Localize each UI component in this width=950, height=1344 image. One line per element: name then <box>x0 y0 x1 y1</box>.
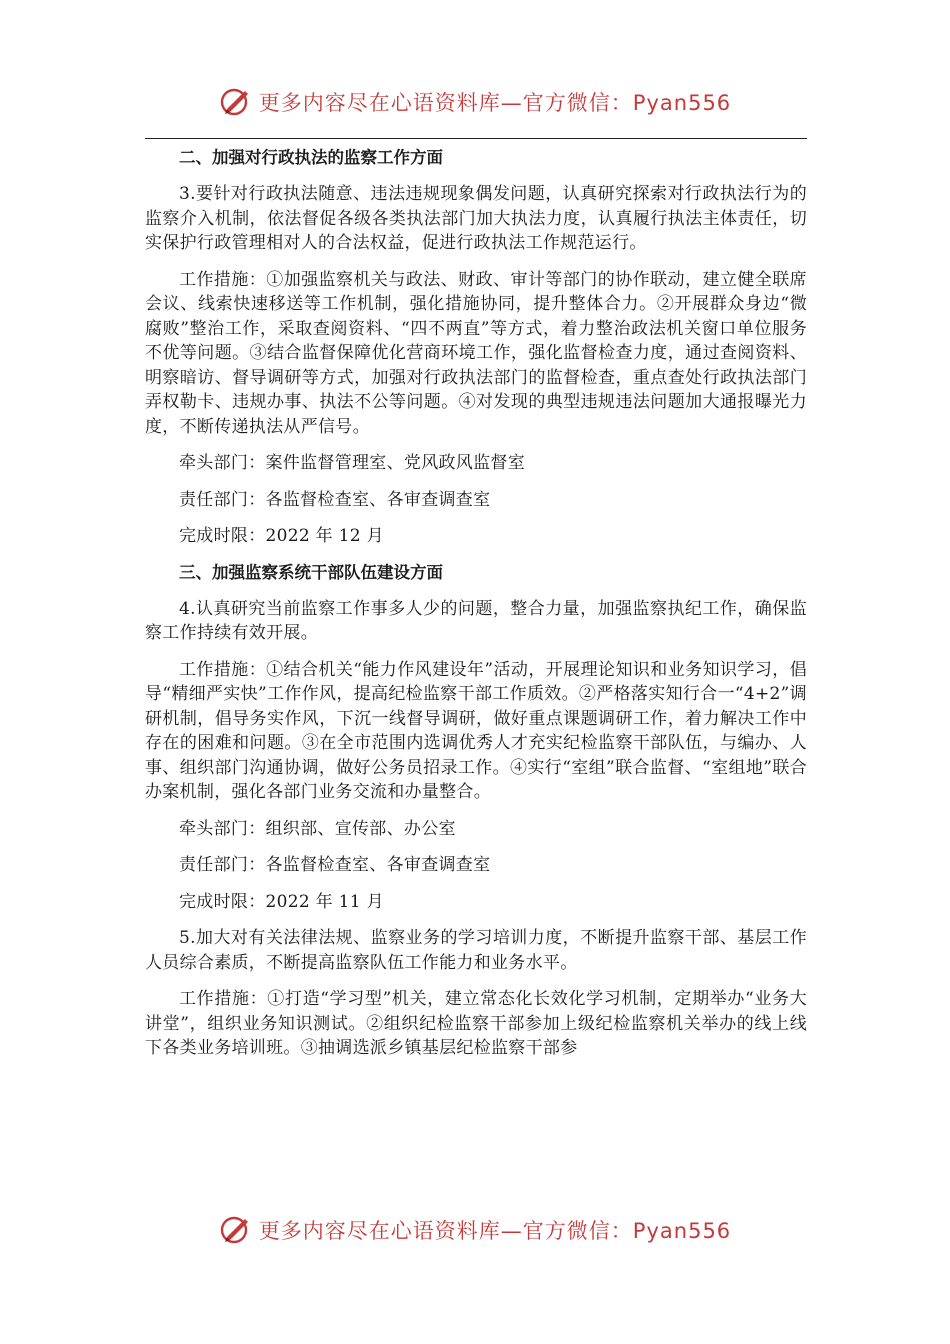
deadline: 完成时限：2022 年 11 月 <box>179 891 384 912</box>
section-heading: 三、加强监察系统干部队伍建设方面 <box>179 562 443 582</box>
pen-logo-icon <box>219 1213 253 1247</box>
section-heading: 二、加强对行政执法的监察工作方面 <box>179 148 443 167</box>
footer-banner-text: 更多内容尽在心语资料库—官方微信：Pyan556 <box>258 1219 732 1243</box>
footer-banner <box>0 1210 950 1250</box>
lead-department: 牵头部门：案件监督管理室、党风政风监督室 <box>179 453 525 473</box>
pen-logo-icon <box>219 85 253 119</box>
document-body <box>145 146 807 1073</box>
measures-paragraph: 工作措施：①结合机关“能力作风建设年”活动，开展理论知识和业务知识学习，倡导“精细严实快”工作作风，提高纪检监察干部工作质效。②严格落实知行合一“4+2”调研机制，倡导务实作风，下沉一线督导调研，做好重点课题调研工作，着力解决工作中存在的困难和问题。③在全市范围内选调优秀人才充实纪检监察干部队伍，与编办、人事、组织部门沟通协调，做好公务员招录工作。④实行“室组”联合监督、“室组地”联合办案机制，强化各部门业务交流和办量整合。 <box>145 659 807 802</box>
measures-paragraph: 工作措施：①打造“学习型”机关，建立常态化长效化学习机制，定期举办“业务大讲堂”，组织业务知识测试。②组织纪检监察干部参加上级纪检监察机关举办的线上线下各类业务培训班。③抽调选派乡镇基层纪检监察干部参 <box>145 989 807 1058</box>
header-banner <box>0 82 950 122</box>
header-banner-text: 更多内容尽在心语资料库—官方微信：Pyan556 <box>258 91 732 115</box>
deadline: 完成时限：2022 年 12 月 <box>179 526 384 546</box>
measures-paragraph: 工作措施：①加强监察机关与政法、财政、审计等部门的协作联动，建立健全联席会议、线索快速移送等工作机制，强化措施协同，提升整体合力。②开展群众身边“微腐败”整治工作，采取查阅资料、“四不两直”等方式，着力整治政法机关窗口单位服务不优等问题。③结合监督保障优化营商环境工作，强化监督检查力度，通过查阅资料、明察暗访、督导调研等方式，加强对行政执法部门的监督检查，重点查处行政执法部门弄权勒卡、违规办事、执法不公等问题。④对发现的典型违规违法问题加大通报曝光力度，不断传递执法从严信号。 <box>145 269 807 437</box>
responsible-department: 责任部门：各监督检查室、各审查调查室 <box>179 855 491 875</box>
item-paragraph: 4.认真研究当前监察工作事多人少的问题，整合力量，加强监察执纪工作，确保监察工作持续有效开展。 <box>145 598 807 643</box>
item-paragraph: 5.加大对有关法律法规、监察业务的学习培训力度，不断提升监察干部、基层工作人员综合素质，不断提高监察队伍工作能力和业务水平。 <box>145 928 807 973</box>
item-paragraph: 3.要针对行政执法随意、违法违规现象偶发问题，认真研究探索对行政执法行为的监察介入机制，依法督促各级各类执法部门加大执法力度，认真履行执法主体责任，切实保护行政管理相对人的合法权益，促进行政执法工作规范运行。 <box>145 184 807 253</box>
responsible-department: 责任部门：各监督检查室、各审查调查室 <box>179 489 491 510</box>
header-divider <box>145 138 807 139</box>
lead-department: 牵头部门：组织部、宣传部、办公室 <box>179 818 456 839</box>
